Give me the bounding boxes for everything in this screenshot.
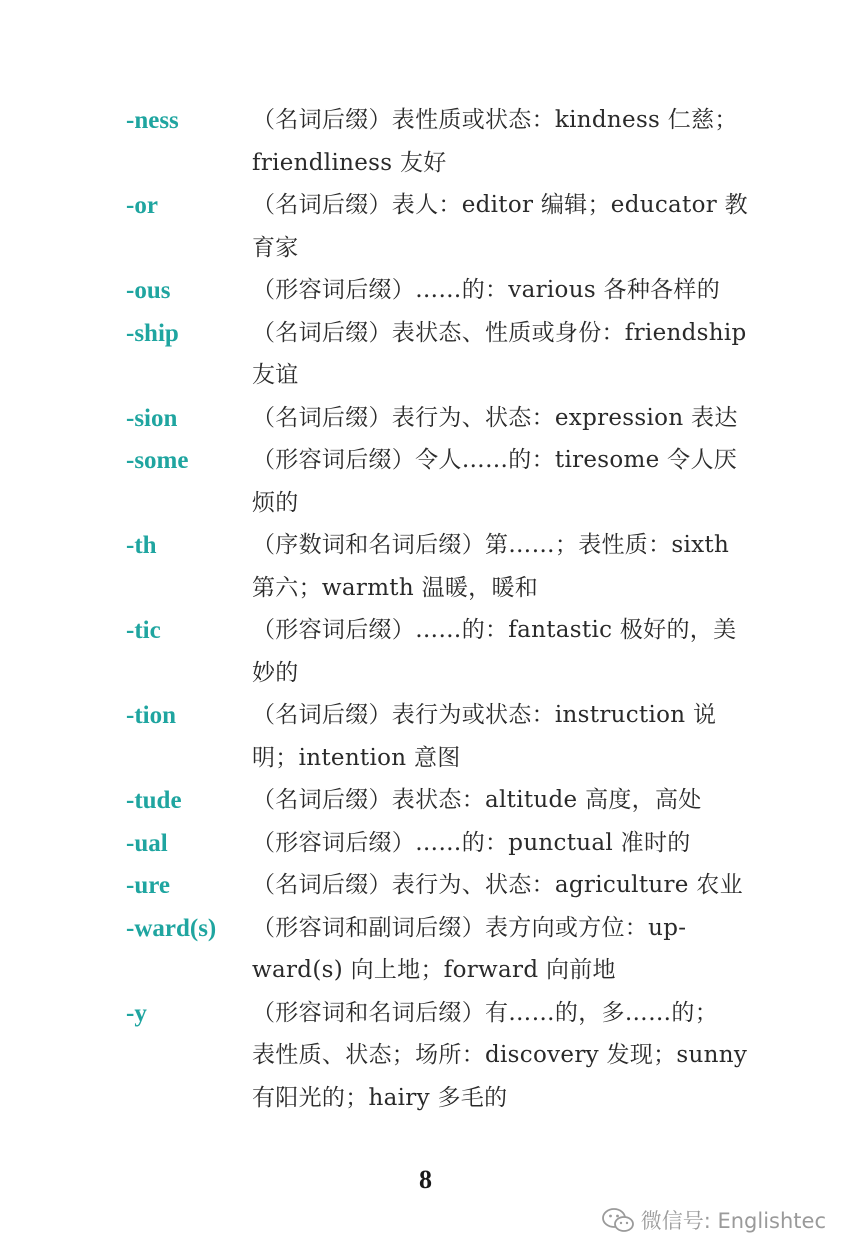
suffix-definition (252, 822, 726, 865)
definition-line: （名词后缀）表人：editor 编辑；educator 教 (252, 192, 748, 218)
definition-line: （形容词后缀）……的：punctual 准时的 (252, 829, 691, 856)
definition-line: （形容词后缀）令人……的：tiresome 令人厌 (252, 447, 738, 473)
definition-line: 友谊 (252, 362, 299, 388)
suffix-term: -sion (126, 404, 178, 432)
definition-line: 育家 (252, 234, 299, 261)
suffix-definition (252, 184, 748, 269)
suffix-term: -tion (126, 702, 176, 729)
suffix-term: -ure (126, 872, 170, 899)
definition-line: 第六；warmth 温暖，暖和 (252, 574, 539, 601)
suffix-entry (0, 439, 851, 524)
definition-line: （形容词和名词后缀）有……的，多……的； (252, 999, 718, 1026)
suffix-list (0, 99, 851, 1119)
suffix-definition (252, 397, 738, 440)
suffix-term: -th (126, 532, 157, 559)
suffix-definition (252, 524, 730, 609)
suffix-definition (252, 694, 726, 779)
watermark-text: 微信号: Englishtec (640, 1209, 826, 1233)
suffix-definition (252, 439, 738, 524)
suffix-term: -ual (126, 829, 168, 857)
suffix-entry (0, 184, 851, 269)
suffix-entry (0, 269, 851, 312)
suffix-entry (0, 694, 851, 779)
suffix-entry (0, 822, 851, 865)
suffix-definition (252, 992, 748, 1120)
suffix-definition (252, 312, 747, 397)
definition-line: （名词后缀）表状态、性质或身份：friendship (252, 319, 747, 346)
suffix-definition (252, 99, 738, 184)
suffix-term: -y (126, 999, 147, 1027)
suffix-term: -ward(s) (126, 914, 217, 942)
definition-line: （形容词后缀）……的：various 各种各样的 (252, 277, 721, 303)
definition-line: （形容词后缀）……的：fantastic 极好的，美 (252, 617, 737, 643)
suffix-term: -tic (126, 617, 161, 644)
definition-line: 妙的 (252, 659, 299, 686)
page-number: 8 (419, 1165, 432, 1194)
suffix-definition (252, 269, 726, 312)
suffix-definition (252, 907, 726, 992)
watermark (601, 1205, 826, 1235)
suffix-definition (252, 779, 726, 822)
suffix-term: -some (126, 447, 189, 474)
suffix-entry (0, 397, 851, 440)
definition-line: 烦的 (252, 489, 299, 516)
suffix-definition (252, 864, 743, 907)
definition-line: 明；intention 意图 (252, 744, 461, 771)
suffix-term: -tude (126, 787, 182, 814)
suffix-entry (0, 864, 851, 907)
definition-line: （名词后缀）表行为、状态：expression 表达 (252, 404, 738, 431)
suffix-term: -ness (126, 107, 179, 134)
suffix-entry (0, 609, 851, 694)
suffix-term: -or (126, 192, 158, 219)
suffix-entry (0, 99, 851, 184)
suffix-entry (0, 312, 851, 397)
definition-line: 有阳光的；hairy 多毛的 (252, 1084, 508, 1111)
definition-line: （序数词和名词后缀）第……；表性质：sixth (252, 532, 730, 558)
suffix-term: -ous (126, 277, 171, 304)
suffix-entry (0, 907, 851, 992)
definition-line: （名词后缀）表行为、状态：agriculture 农业 (252, 872, 743, 898)
suffix-entry (0, 779, 851, 822)
suffix-entry (0, 992, 851, 1120)
suffix-entry (0, 524, 851, 609)
definition-line: （名词后缀）表状态：altitude 高度，高处 (252, 787, 702, 813)
suffix-definition (252, 609, 737, 694)
definition-line: ward(s) 向上地；forward 向前地 (252, 957, 616, 983)
definition-line: （名词后缀）表行为或状态：instruction 说 (252, 702, 717, 728)
definition-line: 表性质、状态；场所：discovery 发现；sunny (252, 1042, 748, 1068)
definition-line: friendliness 友好 (252, 149, 447, 176)
suffix-term: -ship (126, 319, 179, 347)
definition-line: （形容词和副词后缀）表方向或方位：up- (252, 914, 687, 941)
definition-line: （名词后缀）表性质或状态：kindness 仁慈； (252, 107, 738, 133)
wechat-icon (601, 1206, 635, 1234)
